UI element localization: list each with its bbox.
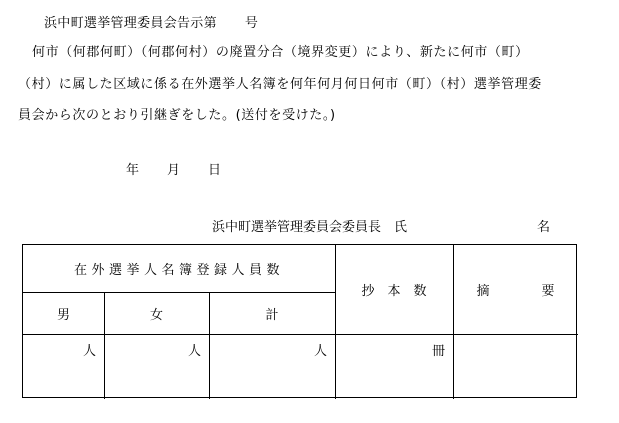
header-male: 男 [56,307,70,323]
body-text-line-1: 何市（何郡何町）（何郡何村）の廃置分合（境界変更）により、新たに何市（町） [32,45,529,60]
date-month: 月 [167,163,181,178]
signer-title: 浜中町選挙管理委員会委員長 氏 [212,220,408,235]
cell-summary [453,334,578,399]
header-summary: 摘 要 [476,284,555,299]
date-year: 年 [126,163,140,178]
group-header-registered-count: 在外選挙人名簿登録人員数 [73,263,284,278]
notice-title [44,15,258,33]
signer-line [212,219,550,237]
signer-name-suffix: 名 [537,220,551,235]
header-total: 計 [265,307,279,323]
date-day: 日 [208,163,222,178]
cell-copies-count: 冊 [431,344,445,359]
body-text-line-2: （村）に属した区域に係る在外選挙人名簿を何年何月何日何市（町）（村）選挙管理委 [18,77,542,92]
body-text-line-3: 員会から次のとおり引継ぎをした。(送付を受けた。) [18,108,336,123]
header-copies: 抄 本 数 [361,284,427,299]
cell-total-count: 人 [313,344,327,359]
date-line [126,162,221,180]
notice-title-suffix: 号 [244,16,259,31]
roster-table [22,244,577,398]
header-female: 女 [149,307,163,323]
cell-male-count: 人 [82,344,96,359]
notice-title-prefix: 浜中町選挙管理委員会告示第 [44,16,217,31]
cell-female-count: 人 [187,344,201,359]
